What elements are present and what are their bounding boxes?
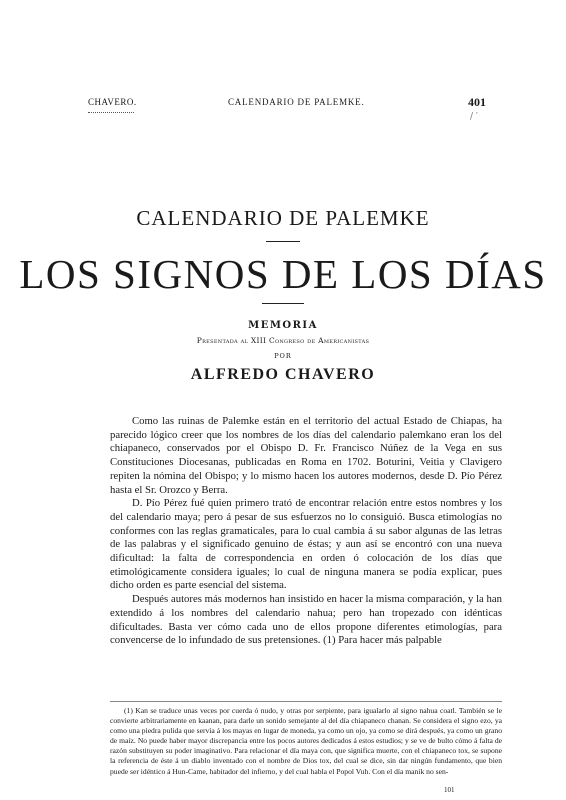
main-title: LOS SIGNOS DE LOS DÍAS [19, 251, 547, 297]
footnote-rule [110, 701, 502, 702]
title-rule-lower [262, 303, 304, 304]
page-number: 401 [468, 95, 486, 109]
pretitle: CALENDARIO DE PALEMKE [136, 206, 430, 230]
by-line: POR [274, 352, 292, 360]
printer-signature: 101 [444, 786, 455, 794]
paragraph: Después autores más modernos han insistido en hacer la misma comparación, y la han extendido á los nombres del calendario nahua; pero han tropezado con idénticas dificultades. Basta ver cómo cada uno de ellos propone diferentes etimologías, para convencerse de lo infundado de sus pretensiones. (1) Para hacer más palpable [110, 593, 502, 647]
running-head-author: CHAVERO. [88, 97, 137, 107]
title-rule-upper [266, 241, 300, 242]
body-text [110, 415, 502, 648]
author-name: ALFREDO CHAVERO [190, 366, 376, 383]
paragraph: Como las ruinas de Palemke están en el territorio del actual Estado de Chiapas, ha parecido lógico creer que los nombres de los días del calendario palemkano eran los del chiapaneco, conservados por el Obispo D. Fr. Francisco Núñez de la Vega en sus Constituciones Diocesanas, publicadas en Roma en 1702. Boturini, Veitia y Clavigero repiten la nómina del Obispo; y lo mismo hacen los autores modernos, desde D. Pío Pérez hasta el Sr. Orozco y Berra. [110, 415, 502, 496]
memoria-heading: MEMORIA [248, 320, 318, 331]
footnote-text: (1) Kan se traduce unas veces por cuerda ó nudo, y otras por serpiente, para igualarlo al signo nahua coatl. También se le convierte arbitrariamente en kaanan, para darle un sonido semejante al del día chiapaneco chanan. Se considera el signo ezo, ya como una piedra pulida que servía á los mayas en lugar de moneda, ya como un ojo, ya como se dirá después, ya como un grano de maíz. No puede haber mayor discrepancia entre los pocos autores dedicados á estos estudios; y se ve de bulto cómo á falta de razón substituyen su poder imaginativo. Para relacionar el día maya con, que significa muerte, con el chiapaneco tox, se supone la referencia de éste á un diablo inventado con el nombre de Dios tox, del cual se dice, sin dar ningún fundamento, que bien puede ser idéntico á Hun-Came, habitador del infierno, y del cual habla el Popol Vuh. Con el día manik no sen- [110, 706, 502, 776]
paragraph: D. Pío Pérez fué quien primero trató de encontrar relación entre estos nombres y los del calendario maya; pero á pesar de sus esfuerzos no lo consiguió. Busca etimologías no conformes con las reglas gramaticales, para lo cual cambia á su sabor algunas de las letras de las palabras y el significado genuino de éstas; y aun así se encontró con una nueva dificultad: la falta de correspondencia en orden ó colocación de los días que etimológicamente considera iguales; lo cual de ninguna manera se podía explicar, pues dicho orden es parte esencial del sistema. [110, 497, 502, 592]
margin-mark: / ′ [470, 112, 478, 122]
footnote [110, 706, 502, 777]
running-head-rule [88, 112, 134, 113]
running-head-title: CALENDARIO DE PALEMKE. [228, 97, 365, 107]
presentation-note: Presentada al XIII Congreso de Americanistas [196, 336, 370, 345]
